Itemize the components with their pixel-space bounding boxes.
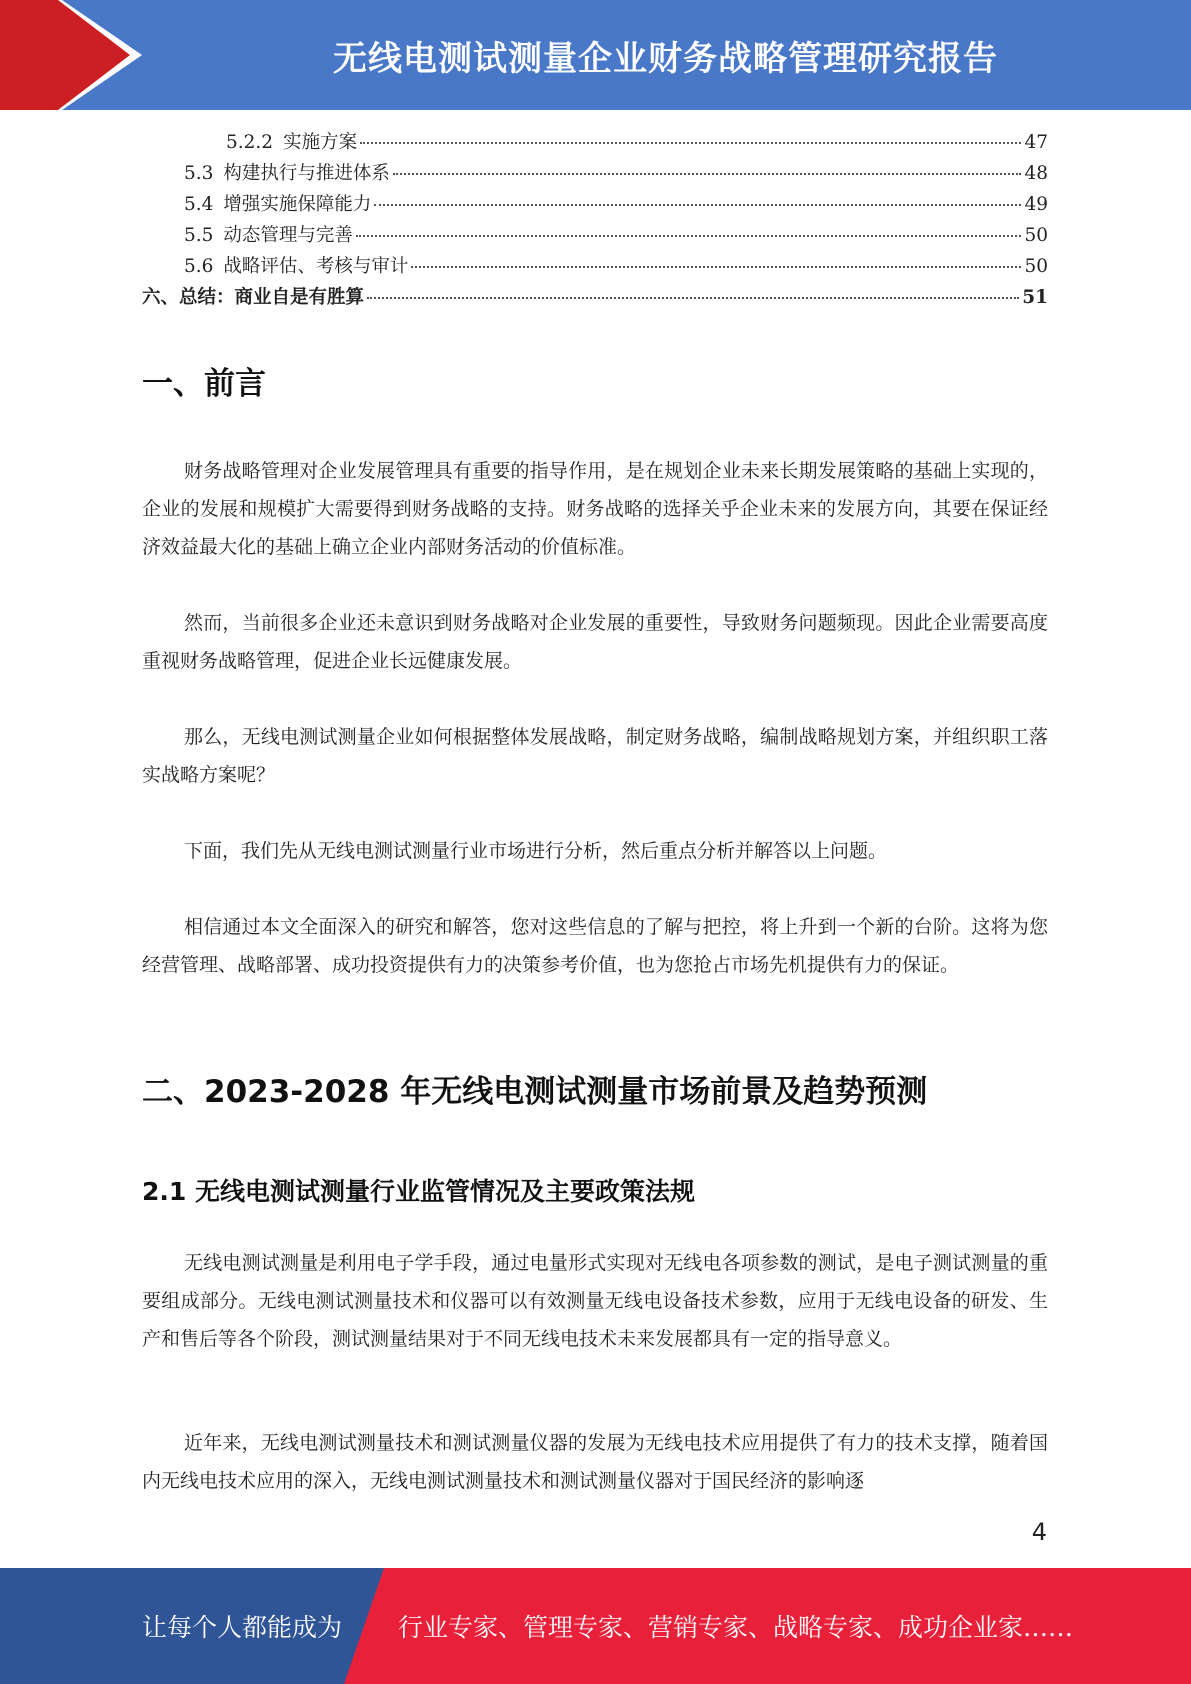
intro-paragraph: 那么，无线电测试测量企业如何根据整体发展战略，制定财务战略，编制战略规划方案，并组织职工落实战略方案呢？ — [142, 726, 1048, 786]
toc-entry-title: 构建执行与推进体系 — [223, 163, 390, 184]
footer-slogan-left: 让每个人都能成为 — [142, 1613, 343, 1642]
toc-entry-number: 5.4 — [184, 194, 214, 215]
subsection-heading: 2.1 无线电测试测量行业监管情况及主要政策法规 — [142, 1177, 695, 1206]
toc-entry[interactable] — [142, 221, 1048, 252]
toc-entry-page: 48 — [1024, 163, 1048, 184]
footer-slogan-right: 行业专家、管理专家、营销专家、战略专家、成功企业家…… — [398, 1613, 1074, 1642]
toc-leader-dots — [374, 204, 1021, 206]
intro-paragraph: 相信通过本文全面深入的研究和解答，您对这些信息的了解与把控，将上升到一个新的台阶。这将为您经营管理、战略部署、成功投资提供有力的决策参考价值，也为您抢占市场先机提供有力的保证。 — [142, 916, 1048, 976]
toc-entry-title: 增强实施保障能力 — [223, 194, 372, 215]
toc-entry-number: 5.6 — [184, 256, 214, 277]
toc-entry-page: 47 — [1024, 132, 1048, 153]
intro-paragraph: 财务战略管理对企业发展管理具有重要的指导作用，是在规划企业未来长期发展策略的基础上实现的，企业的发展和规模扩大需要得到财务战略的支持。财务战略的选择关乎企业未来的发展方向，其要在保证经济效益最大化的基础上确立企业内部财务活动的价值标准。 — [142, 460, 1048, 558]
header-chevron-decoration — [0, 0, 150, 110]
toc-entry-title: 实施方案 — [283, 132, 358, 153]
intro-paragraph: 下面，我们先从无线电测试测量行业市场进行分析，然后重点分析并解答以上问题。 — [184, 840, 888, 862]
toc-entry-number: 5.5 — [184, 225, 214, 246]
toc-entry[interactable] — [142, 190, 1048, 221]
toc-entry[interactable] — [142, 252, 1048, 283]
toc-entry[interactable] — [142, 283, 1048, 314]
toc-entry[interactable] — [142, 159, 1048, 190]
toc-leader-dots — [411, 266, 1021, 268]
toc-entry-title: 战略评估、考核与审计 — [223, 256, 409, 277]
toc-leader-dots — [367, 297, 1019, 299]
toc-entry-page: 50 — [1024, 256, 1048, 277]
section-heading-intro: 一、前言 — [142, 366, 266, 402]
toc-leader-dots — [360, 142, 1021, 144]
footer-banner — [0, 1568, 1191, 1684]
toc-entry-number: 5.3 — [184, 163, 214, 184]
toc-entry-title: 六、总结：商业自是有胜算 — [142, 287, 365, 308]
toc-entry[interactable] — [142, 128, 1048, 159]
toc-entry-number: 5.2.2 — [226, 132, 274, 153]
toc-entry-title: 动态管理与完善 — [223, 225, 353, 246]
toc-leader-dots — [356, 235, 1022, 237]
page-number: 4 — [1031, 1518, 1047, 1546]
toc-entry-page: 50 — [1024, 225, 1048, 246]
subsection-paragraph: 近年来，无线电测试测量技术和测试测量仪器的发展为无线电技术应用提供了有力的技术支撑，随着国内无线电技术应用的深入，无线电测试测量技术和测试测量仪器对于国民经济的影响逐 — [142, 1432, 1048, 1492]
header-banner — [0, 0, 1191, 110]
intro-paragraph: 然而，当前很多企业还未意识到财务战略对企业发展的重要性，导致财务问题频现。因此企业需要高度重视财务战略管理，促进企业长远健康发展。 — [142, 612, 1048, 672]
section-heading-market: 二、2023-2028 年无线电测试测量市场前景及趋势预测 — [142, 1074, 928, 1110]
subsection-paragraph: 无线电测试测量是利用电子学手段，通过电量形式实现对无线电各项参数的测试，是电子测试测量的重要组成部分。无线电测试测量技术和仪器可以有效测量无线电设备技术参数，应用于无线电设备的研发、生产和售后等各个阶段，测试测量结果对于不同无线电技术未来发展都具有一定的指导意义。 — [142, 1252, 1048, 1350]
report-title: 无线电测试测量企业财务战略管理研究报告 — [333, 38, 998, 79]
toc-entry-page: 49 — [1024, 194, 1048, 215]
toc-entry-page: 51 — [1022, 287, 1048, 308]
table-of-contents — [142, 128, 1048, 314]
toc-leader-dots — [393, 173, 1022, 175]
